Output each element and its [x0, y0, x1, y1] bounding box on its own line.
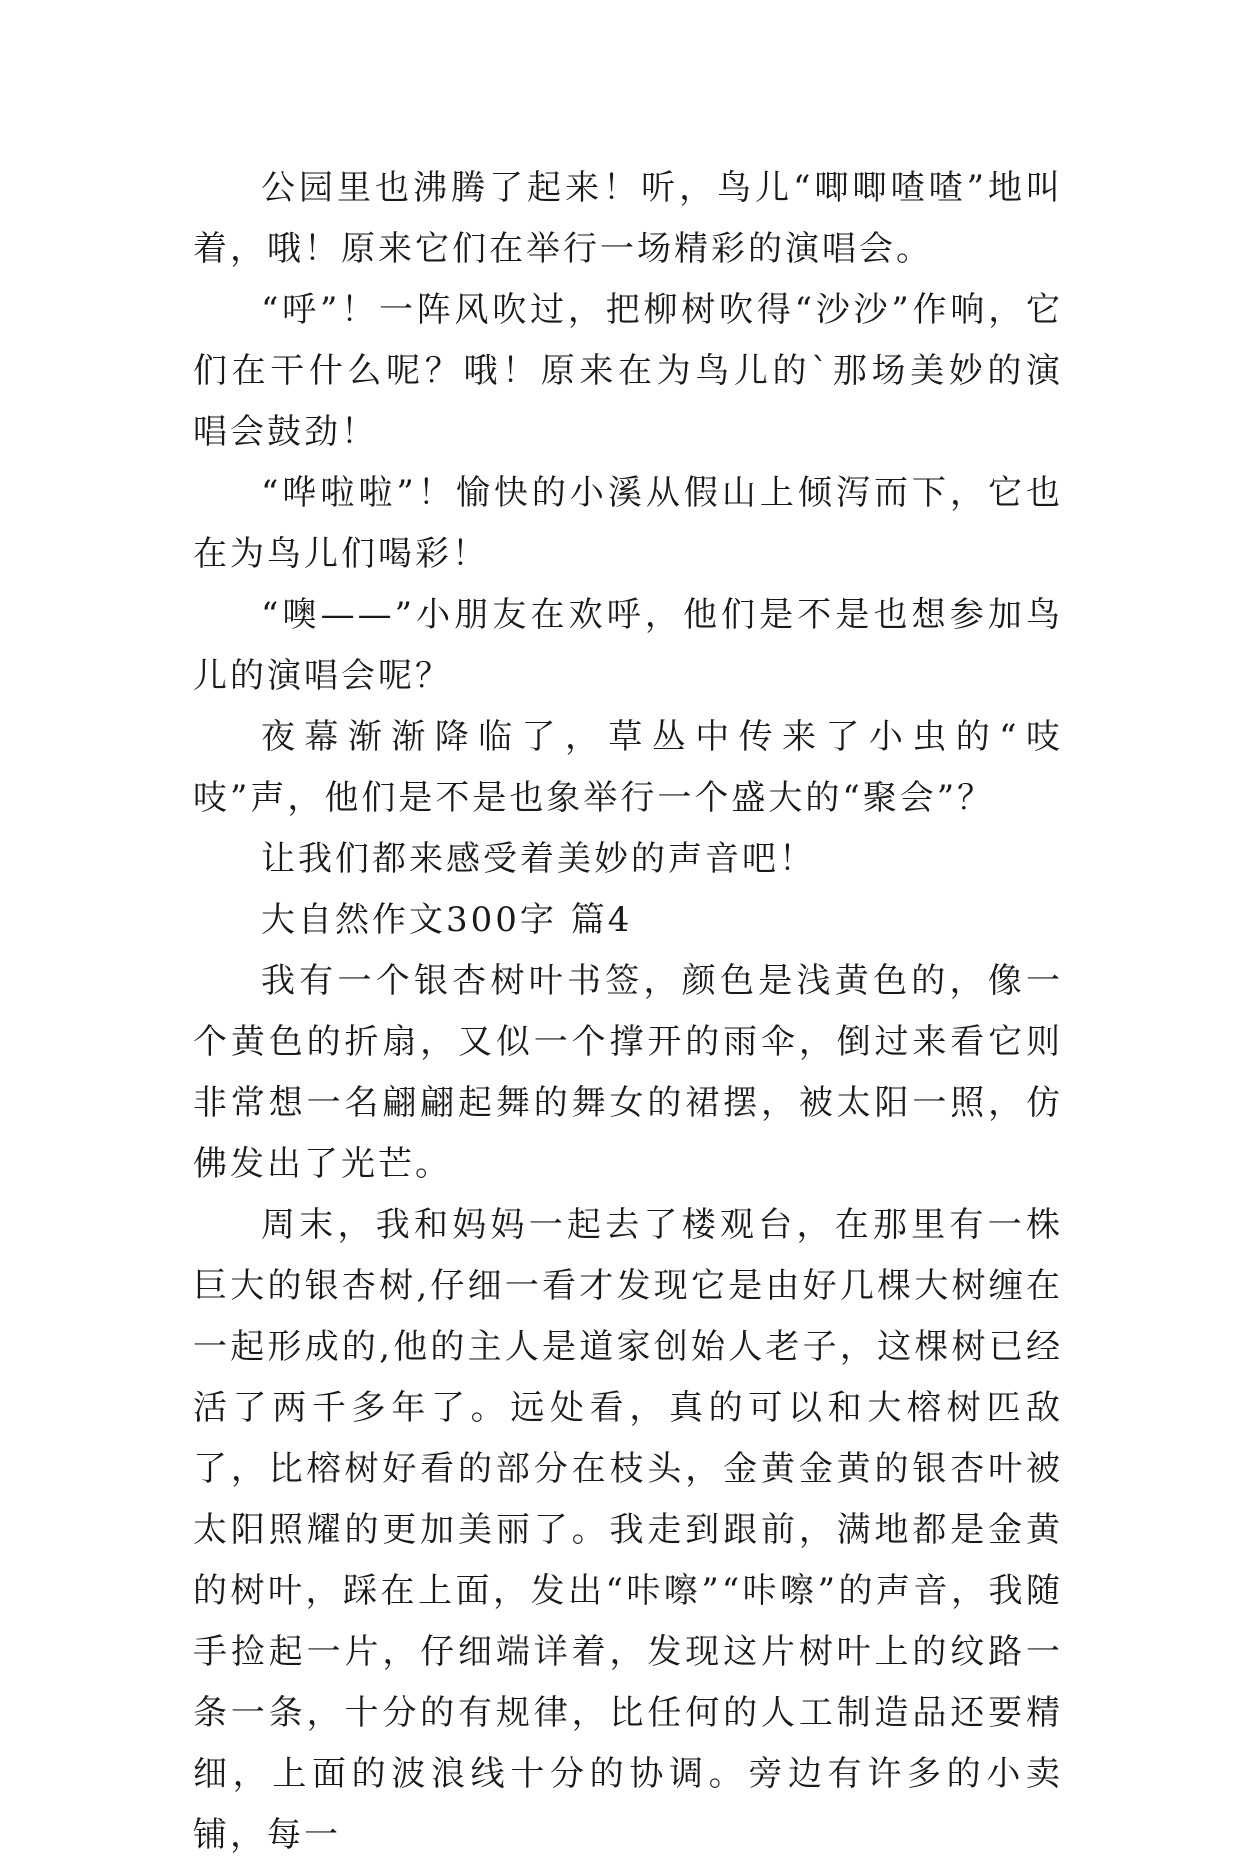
- paragraph: 公园里也沸腾了起来！听，鸟儿“唧唧喳喳”地叫着，哦！原来它们在举行一场精彩的演唱会。: [193, 168, 1063, 269]
- paragraph: 周末，我和妈妈一起去了楼观台，在那里有一株巨大的银杏树,仔细一看才发现它是由好几棵大树缠在一起形成的,他的主人是道家创始人老子，这棵树已经活了两千多年了。远处看，真的可以和大榕树匹敌了，比榕树好看的部分在枝头，金黄金黄的银杏叶被太阳照耀的更加美丽了。我走到跟前，满地都是金黄的树叶，踩在上面，发出“咔嚓”“咔嚓”的声音，我随手捡起一片，仔细端详着，发现这片树叶上的纹路一条一条，十分的有规律，比任何的人工制造品还要精细，上面的波浪线十分的协调。旁边有许多的小卖铺，每一: [193, 1205, 1063, 1855]
- paragraph: “呼”！一阵风吹过，把柳树吹得“沙沙”作响，它们在干什么呢？哦！原来在为鸟儿的`那场美妙的演唱会鼓劲！: [193, 290, 1063, 452]
- paragraph: 让我们都来感受着美妙的声音吧！: [261, 839, 816, 879]
- document-body: [193, 158, 1063, 1866]
- paragraph: “哗啦啦”！愉快的小溪从假山上倾泻而下，它也在为鸟儿们喝彩！: [193, 473, 1063, 574]
- paragraph: 我有一个银杏树叶书签，颜色是浅黄色的，像一个黄色的折扇，又似一个撑开的雨伞，倒过来看它则非常想一名翩翩起舞的舞女的裙摆，被太阳一照，仿佛发出了光芒。: [193, 961, 1063, 1184]
- paragraph: 夜幕渐渐降临了，草丛中传来了小虫的“吱吱”声，他们是不是也象举行一个盛大的“聚会”？: [193, 717, 1063, 818]
- paragraph: “噢——”小朋友在欢呼，他们是不是也想参加鸟儿的演唱会呢？: [193, 595, 1063, 696]
- section-heading: 大自然作文300字 篇4: [261, 900, 633, 940]
